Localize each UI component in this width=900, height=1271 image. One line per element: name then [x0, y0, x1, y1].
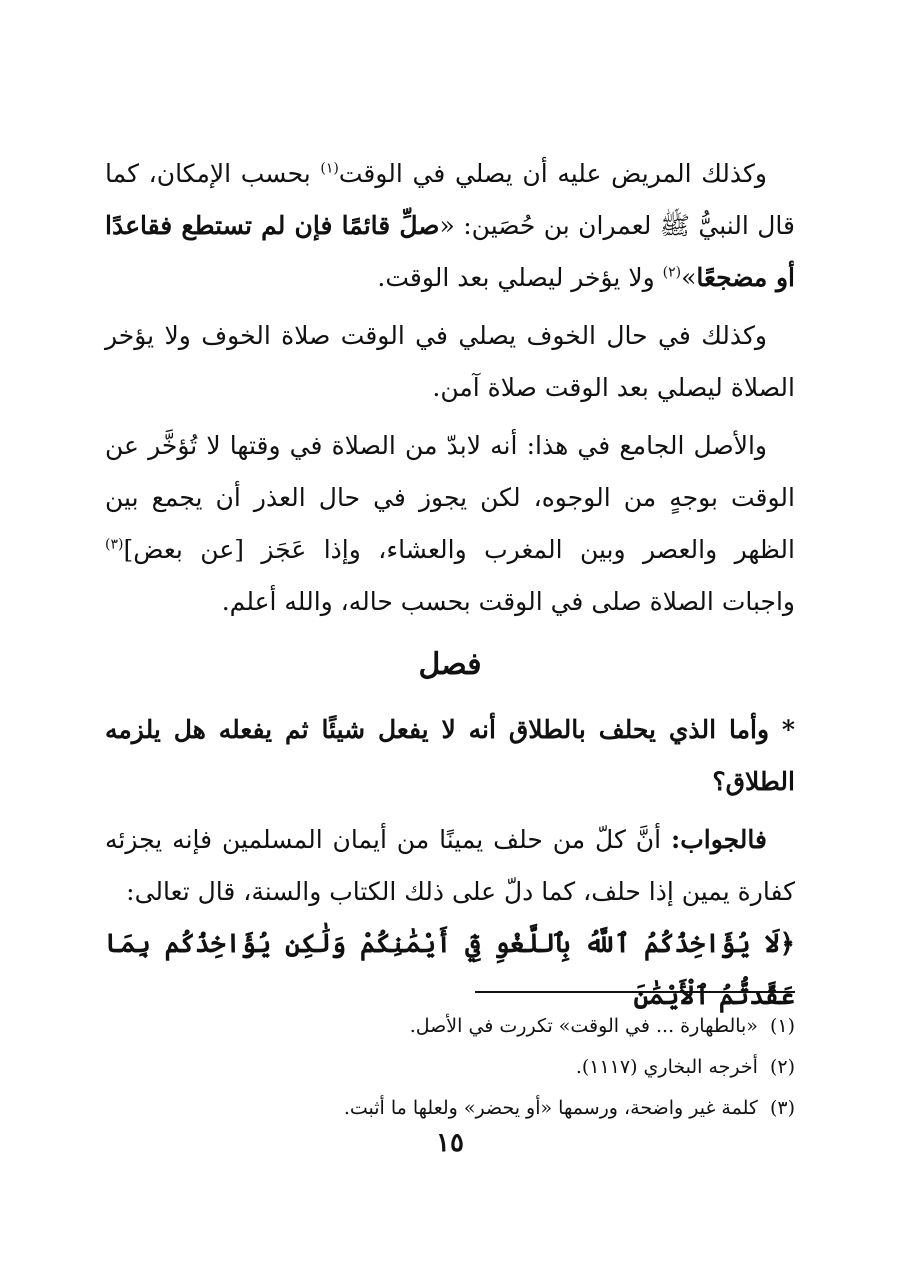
footnote-ref[interactable]: (٣) — [105, 536, 124, 553]
footnote-item — [105, 1047, 795, 1088]
footnote-number: (٢) — [769, 1056, 795, 1078]
footnote-ref[interactable]: (١) — [320, 160, 339, 177]
page-body — [105, 148, 795, 1028]
section-heading: فصل — [418, 647, 482, 682]
paragraph-text: وكذلك في حال الخوف يصلي في الوقت صلاة الخوف ولا يؤخر الصلاة ليصلي بعد الوقت صلاة آمن. — [105, 321, 795, 402]
footnote-divider — [475, 991, 795, 993]
footnote-text: «بالطهارة ... في الوقت» تكررت في الأصل. — [409, 1015, 758, 1037]
quote-mark: » — [681, 263, 697, 292]
question-paragraph: * وأما الذي يحلف بالطلاق أنه لا يفعل شيئًا ثم يفعله هل يلزمه الطلاق؟ — [105, 715, 795, 796]
footnote-number: (٣) — [769, 1097, 795, 1119]
footnote-ref[interactable]: (٢) — [662, 264, 682, 281]
paragraph-text: وكذلك المريض عليه أن يصلي في الوقت — [338, 159, 767, 188]
paragraph-sick-prayer — [105, 148, 795, 304]
footnote-number: (١) — [769, 1015, 795, 1037]
paragraph-general-principle — [105, 420, 795, 628]
paragraph-fear-prayer — [105, 310, 795, 414]
hadith-quote: صلِّ قائمًا فإن لم تستطع فقاعدًا أو مضجعًا — [105, 211, 795, 292]
paragraph-text: بحسب الإمكان، كما قال النبيُّ ﷺ لعمران بن حُصَين: « — [105, 159, 796, 240]
quran-verse: ﴿لَا يُؤَاخِذُكُمُ ٱللَّهُ بِٱللَّغْوِ فِيٓ أَيْمَٰنِكُمْ وَلَٰكِن يُؤَاخِذُكُم بِمَا عَقَّدتُّمُ ٱلْأَيْمَٰنَ — [105, 929, 795, 1011]
paragraph-text: ولا يؤخر ليصلي بعد الوقت. — [377, 263, 663, 292]
footnote-text: كلمة غير واضحة، ورسمها «أو يحضر» ولعلها ما أثبت. — [343, 1097, 758, 1119]
paragraph-text: والأصل الجامع في هذا: أنه لابدّ من الصلاة في وقتها لا تُؤخَّر عن الوقت بوجهٍ من الوجوه، لكن يجوز في حال العذر أن يجمع بين الظهر والعصر وبين المغرب والعشاء، وإذا عَجَز [عن بعض] — [105, 431, 795, 564]
paragraph-text: واجبات الصلاة صلى في الوقت بحسب حاله، والله أعلم. — [221, 587, 795, 616]
footnotes — [105, 1006, 795, 1129]
answer-label: فالجواب: — [671, 825, 767, 854]
footnote-text: أخرجه البخاري (١١١٧). — [575, 1056, 758, 1078]
footnote-item — [105, 1088, 795, 1129]
footnote-item — [105, 1006, 795, 1047]
paragraph-text: أنَّ كلّ من حلف يمينًا من أيمان المسلمين فإنه يجزئه كفارة يمين إذا حلف، كما دلّ على ذلك الكتاب والسنة، قال تعالى: — [105, 825, 795, 906]
page-number: ١٥ — [436, 1128, 464, 1158]
